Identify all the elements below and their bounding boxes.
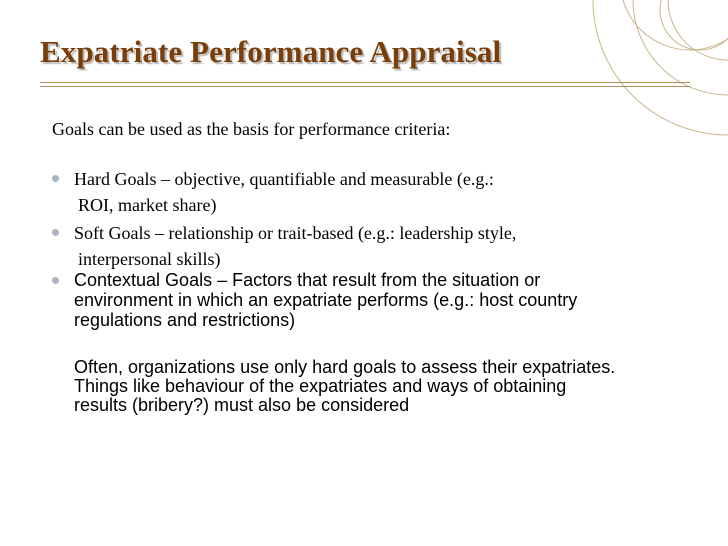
note-line: Often, organizations use only hard goals to assess their expatriates. <box>74 357 616 377</box>
bullet-dot <box>52 175 59 182</box>
bullet-text-continued: ROI, market share) <box>78 195 217 215</box>
intro-text: Goals can be used as the basis for performance criteria: <box>52 119 451 139</box>
bullet-text-continued: environment in which an expatriate performs (e.g.: host country <box>74 290 578 310</box>
slide-title: Expatriate Performance Appraisal <box>40 34 502 69</box>
bullet-text: Soft Goals – relationship or trait-based (e.g.: leadership style, <box>74 223 517 243</box>
bullet-text-continued: interpersonal skills) <box>78 249 221 269</box>
bullet-dot <box>52 277 59 284</box>
bullet-text: Contextual Goals – Factors that result from the situation or <box>74 270 541 290</box>
bullet-contextual-goals <box>52 270 577 330</box>
bullet-soft-goals <box>52 222 517 269</box>
bullet-text: Hard Goals – objective, quantifiable and measurable (e.g.: <box>74 169 494 189</box>
bullet-hard-goals <box>52 168 494 215</box>
note-line: results (bribery?) must also be considered <box>74 395 410 415</box>
closing-note <box>74 358 615 415</box>
bullet-text-continued: regulations and restrictions) <box>74 310 296 330</box>
bullet-dot <box>52 229 59 236</box>
note-line: Things like behaviour of the expatriates and ways of obtaining <box>74 376 567 396</box>
